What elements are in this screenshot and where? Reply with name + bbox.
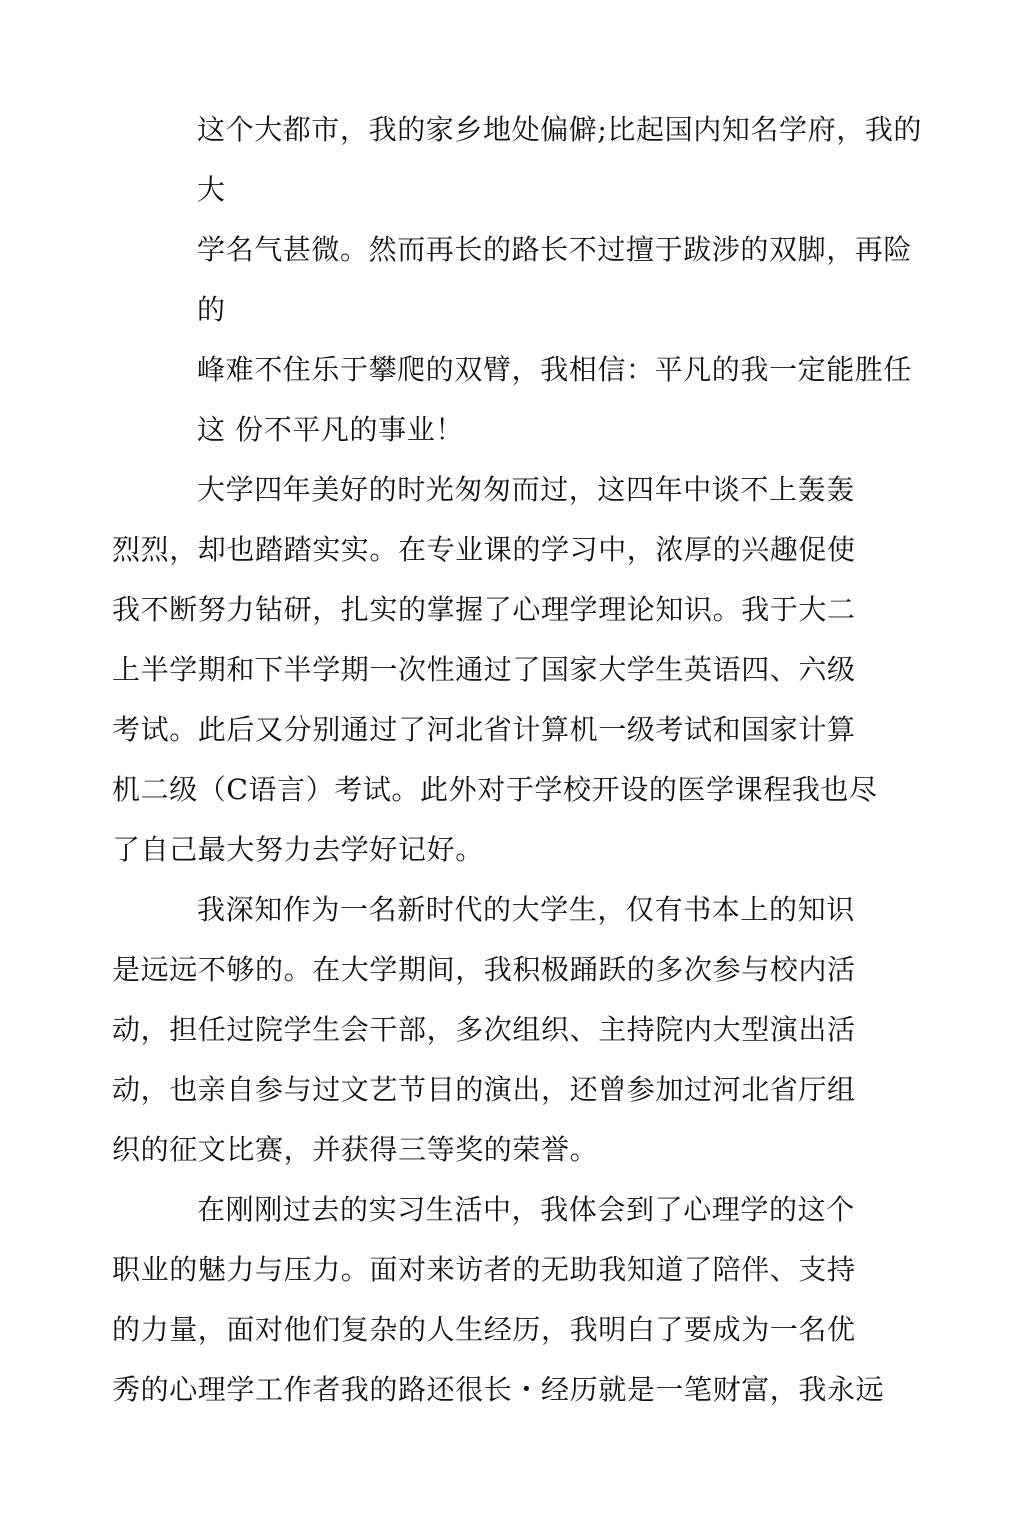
text-line: 大学四年美好的时光匆匆而过，这四年中谈不上轰轰	[197, 473, 855, 506]
text-line: 职业的魅力与压力。面对来访者的无助我知道了陪伴、支持	[112, 1253, 856, 1286]
text-line: 机二级（C语言）考试。此外对于学校开设的医学课程我也尽	[112, 773, 878, 806]
text-line: 这个大都市，我的家乡地处偏僻;比起国内知名学府，我的	[197, 113, 923, 146]
text-line: 的	[197, 293, 226, 326]
text-line: 在刚刚过去的实习生活中，我体会到了心理学的这个	[197, 1193, 855, 1226]
text-line: 考试。此后又分别通过了河北省计算机一级考试和国家计算	[112, 713, 856, 746]
text-line: 动，也亲自参与过文艺节目的演出，还曾参加过河北省厅组	[112, 1073, 856, 1106]
text-line: 是远远不够的。在大学期间，我积极踊跃的多次参与校内活	[112, 953, 856, 986]
text-line: 我深知作为一名新时代的大学生，仅有书本上的知识	[197, 893, 855, 926]
text-line: 的力量，面对他们复杂的人生经历，我明白了要成为一名优	[112, 1313, 856, 1346]
text-line: 这 份不平凡的事业！	[197, 413, 464, 446]
text-line: 我不断努力钻研，扎实的掌握了心理学理论知识。我于大二	[112, 593, 856, 626]
text-line: 峰难不住乐于攀爬的双臂，我相信：平凡的我一定能胜任	[197, 353, 913, 386]
text-line: 动，担任过院学生会干部，多次组织、主持院内大型演出活	[112, 1013, 856, 1046]
text-line: 秀的心理学工作者我的路还很长・经历就是一笔财富，我永远	[112, 1373, 885, 1406]
text-line: 烈烈，却也踏踏实实。在专业课的学习中，浓厚的兴趣促使	[112, 533, 856, 566]
text-line: 学名气甚微。然而再长的路长不过擅于跋涉的双脚，再险	[197, 233, 913, 266]
text-line: 大	[197, 173, 226, 206]
text-line: 了自己最大努力去学好记好。	[112, 833, 484, 866]
text-line: 织的征文比赛，并获得三等奖的荣誉。	[112, 1133, 599, 1166]
text-line: 上半学期和下半学期一次性通过了国家大学生英语四、六级	[112, 653, 856, 686]
